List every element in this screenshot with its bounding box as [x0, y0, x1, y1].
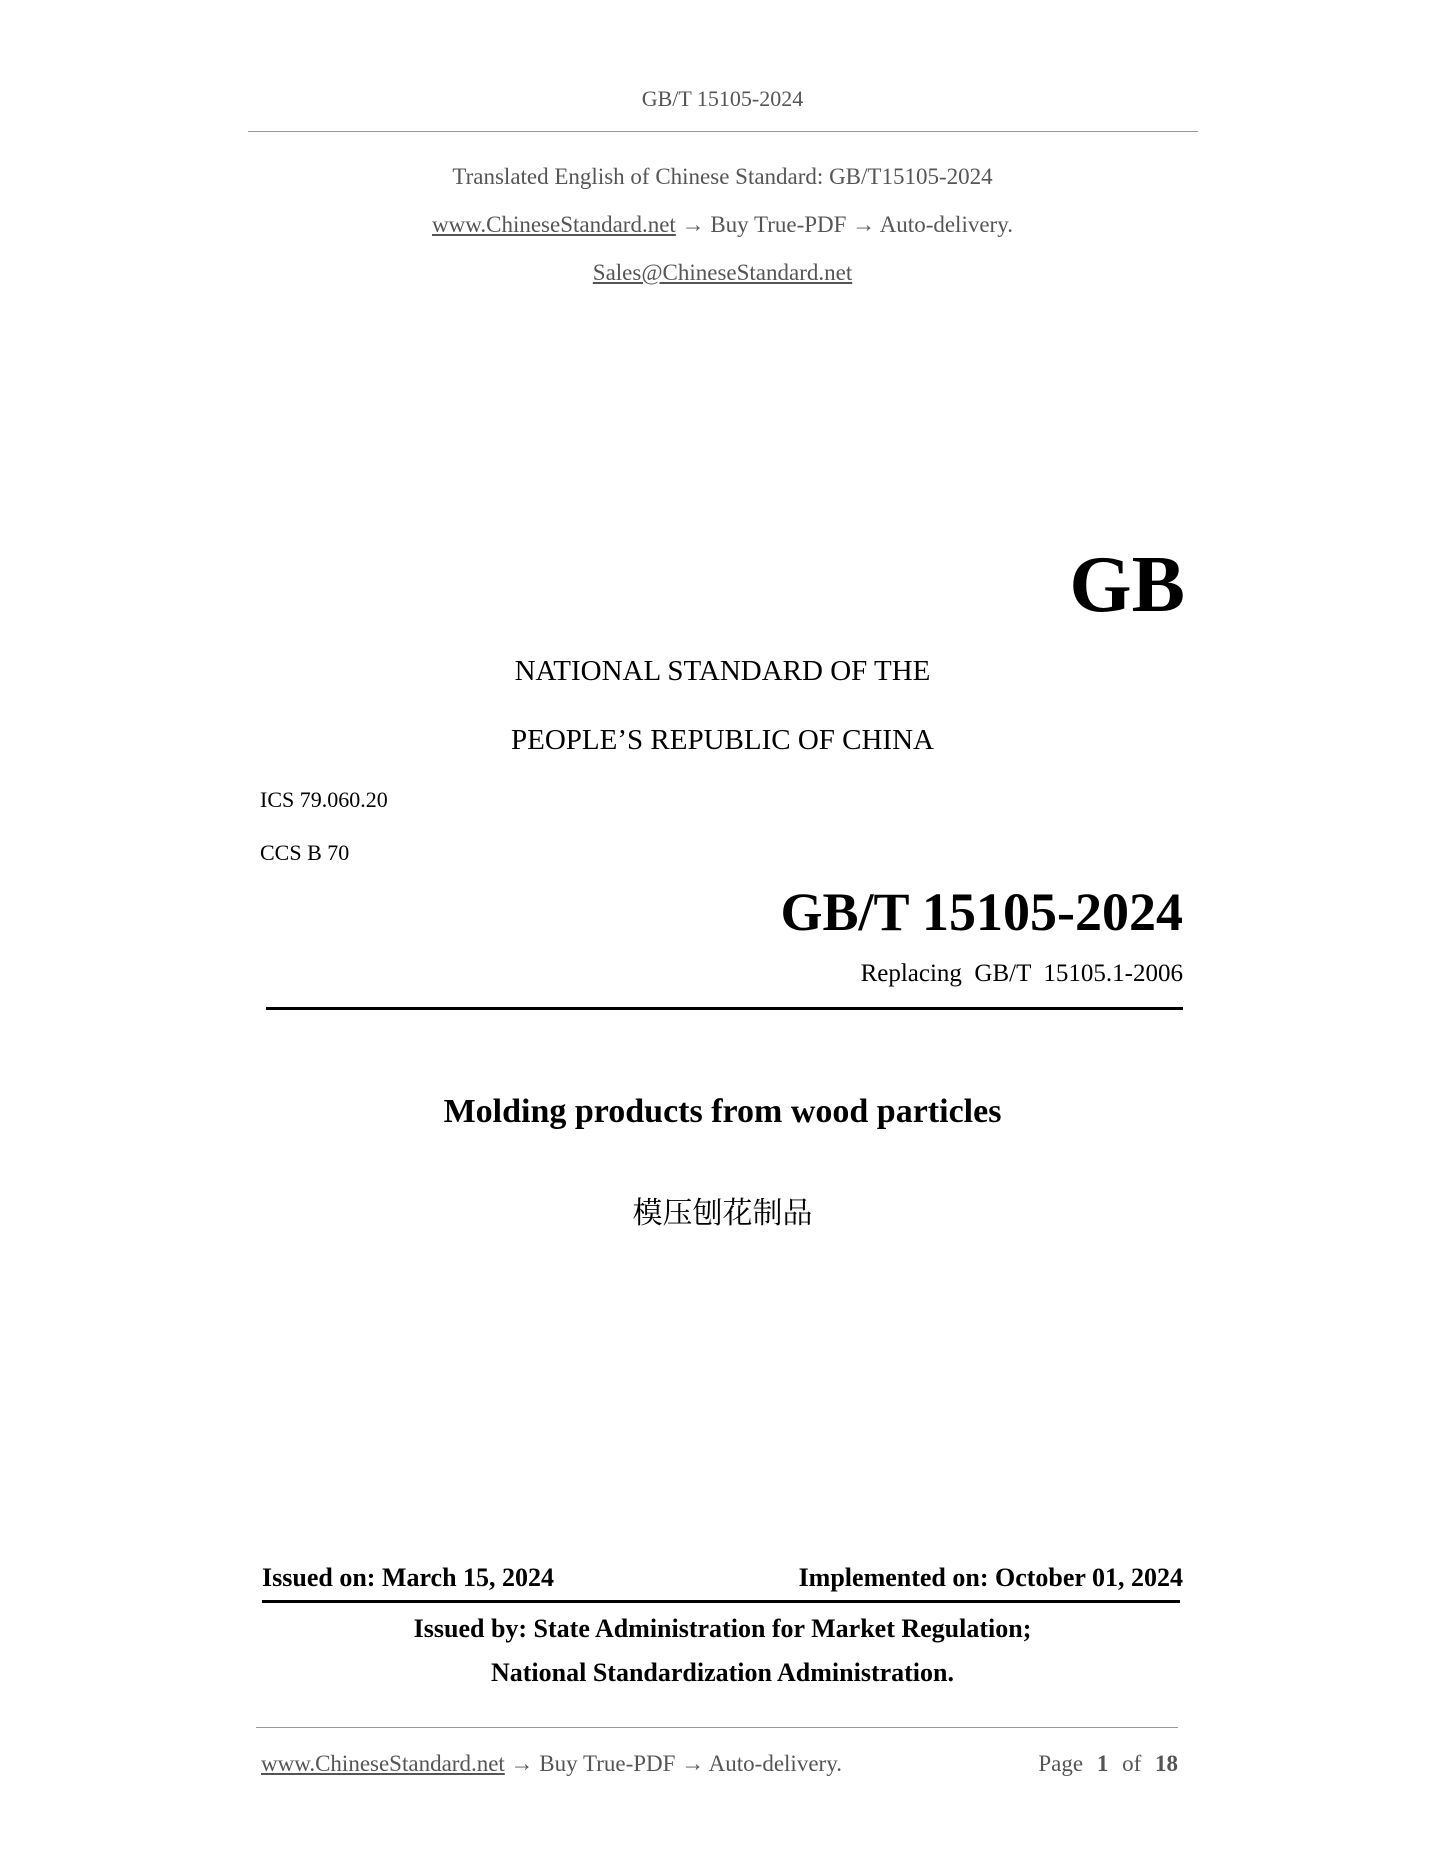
footer-divider	[256, 1727, 1178, 1728]
header-divider	[248, 131, 1198, 132]
arrow-right-icon: →	[681, 1751, 705, 1776]
chinese-title: 模压刨花制品	[632, 1196, 813, 1231]
issuer-line2: National Standardization Administration.	[490, 1658, 954, 1687]
sales-email-link[interactable]: Sales@ChineseStandard.net	[592, 260, 853, 285]
purchase-line	[0, 212, 1445, 238]
ics-code: ICS 79.060.20	[260, 787, 388, 812]
arrow-right-icon: →	[681, 212, 705, 237]
english-title: Molding products from wood particles	[443, 1093, 1002, 1130]
of-label: of	[1122, 1751, 1142, 1776]
ccs-code: CCS B 70	[260, 840, 350, 865]
gb-mark: GB	[1069, 541, 1185, 629]
footer-auto-delivery-text: Auto-delivery.	[708, 1751, 842, 1776]
standard-divider	[266, 1007, 1183, 1010]
buy-true-pdf-text: Buy True-PDF	[710, 212, 847, 237]
page-current: 1	[1096, 1751, 1109, 1776]
running-header: GB/T 15105-2024	[641, 86, 804, 111]
arrow-right-icon: →	[510, 1751, 534, 1776]
footer-buy-text: Buy True-PDF	[539, 1751, 676, 1776]
email-line	[0, 260, 1445, 286]
national-standard-line1: NATIONAL STANDARD OF THE	[514, 655, 931, 687]
page-total: 18	[1155, 1751, 1178, 1776]
dates-divider	[262, 1600, 1180, 1603]
national-standard-line2: PEOPLE’S REPUBLIC OF CHINA	[511, 724, 934, 756]
issued-date: Issued on: March 15, 2024	[262, 1563, 555, 1592]
translation-notice: Translated English of Chinese Standard: GB/T15105-2024	[452, 164, 993, 189]
auto-delivery-text: Auto-delivery.	[879, 212, 1013, 237]
implemented-date: Implemented on: October 01, 2024	[798, 1563, 1183, 1592]
page-indicator	[1038, 1751, 1178, 1777]
replacing-note: Replacing GB/T 15105.1-2006	[860, 960, 1183, 987]
issuer-line1: Issued by: State Administration for Market Regulation;	[413, 1614, 1032, 1643]
website-link[interactable]: www.ChineseStandard.net	[432, 212, 676, 237]
footer-website-link[interactable]: www.ChineseStandard.net	[261, 1751, 505, 1776]
footer-purchase-line	[261, 1751, 842, 1777]
page-label: Page	[1038, 1751, 1084, 1776]
standard-number: GB/T 15105-2024	[780, 882, 1183, 942]
arrow-right-icon: →	[852, 212, 876, 237]
